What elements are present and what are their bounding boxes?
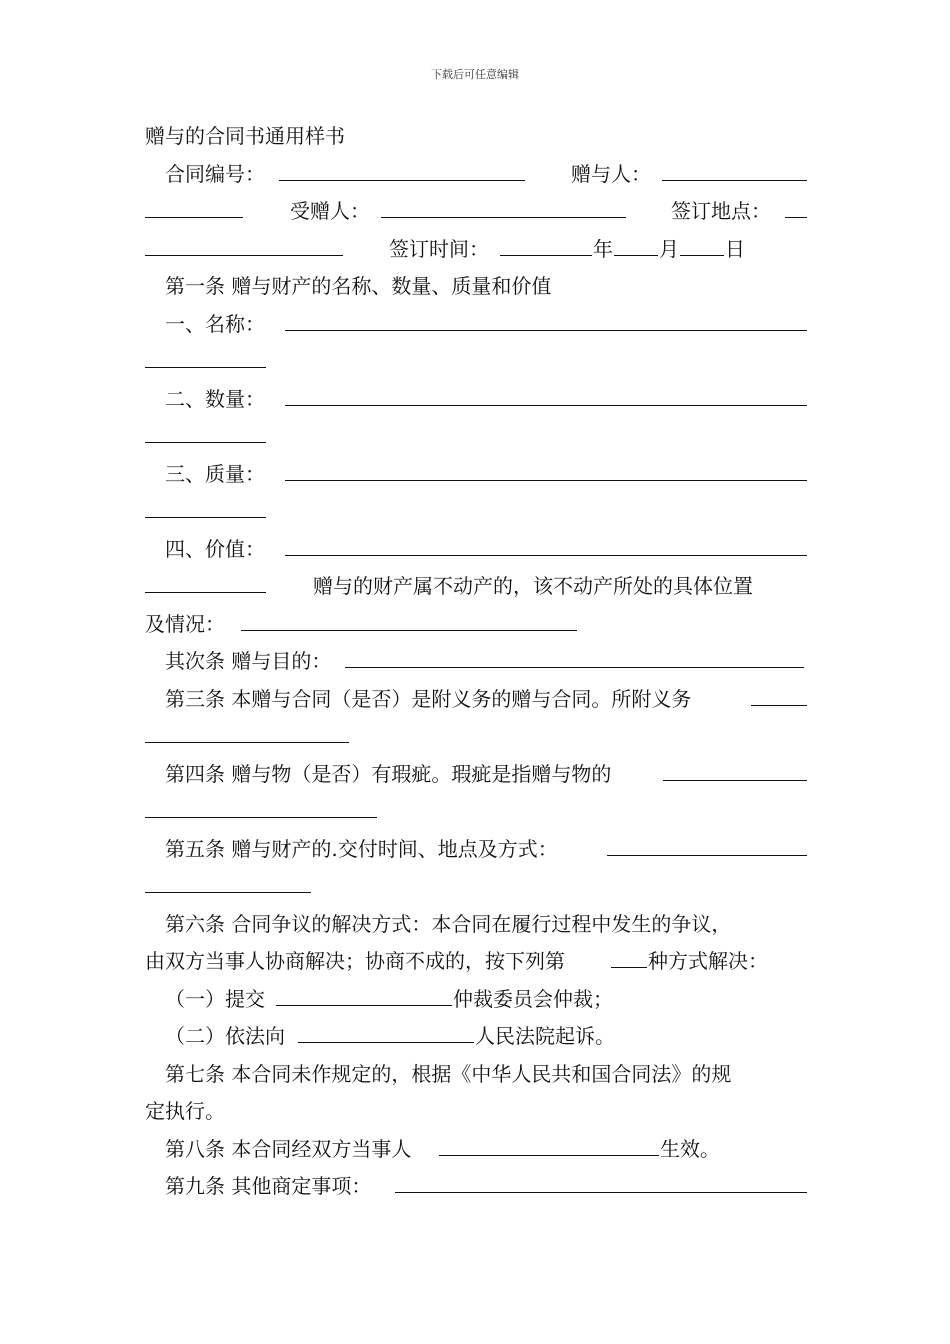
option-2	[145, 1018, 807, 1056]
item-qty-cont	[145, 418, 807, 456]
article-4-label: 第四条 赠与物（是否）有瑕疵。瑕疵是指赠与物的	[165, 761, 612, 786]
article-5-cont	[145, 868, 807, 906]
article-8-label: 第八条 本合同经双方当事人	[165, 1136, 412, 1161]
option-2-label: （二）依法向	[165, 1024, 285, 1048]
place-field-cont[interactable]	[145, 231, 343, 256]
article-1	[145, 268, 807, 306]
option-1-text: 仲裁委员会仲裁；	[453, 986, 613, 1011]
article-4-cont	[145, 793, 807, 831]
place-field[interactable]	[785, 193, 807, 218]
item-qty-label: 二、数量：	[165, 386, 265, 411]
article-6-text-b: 由双方当事人协商解决；协商不成的，按下列第	[145, 949, 565, 973]
year-label: 年	[593, 236, 613, 261]
item-quality-label: 三、质量：	[165, 461, 265, 486]
option-2-field[interactable]	[298, 1018, 474, 1043]
article-3-cont	[145, 718, 807, 756]
day-label: 日	[725, 236, 745, 261]
article-6-field[interactable]	[611, 943, 647, 968]
article-9-field[interactable]	[395, 1168, 807, 1193]
donee-line	[145, 193, 807, 231]
option-2-text: 人民法院起诉。	[475, 1024, 615, 1048]
item-value-field-cont[interactable]	[145, 568, 266, 593]
article-6	[145, 906, 807, 944]
option-1-label: （一）提交	[165, 986, 265, 1011]
donee-field[interactable]	[381, 193, 626, 218]
article-7-text-b: 定执行。	[145, 1099, 225, 1123]
time-label: 签订时间：	[389, 236, 489, 261]
article-3-label: 第三条 本赠与合同（是否）是附义务的赠与合同。所附义务	[165, 686, 692, 711]
time-line	[145, 231, 807, 269]
immovable-line	[145, 568, 807, 606]
donor-field-cont[interactable]	[145, 193, 243, 218]
article-9-label: 第九条 其他商定事项：	[165, 1174, 372, 1198]
day-field[interactable]	[680, 231, 724, 256]
month-label: 月	[659, 236, 679, 261]
article-3-field-cont[interactable]	[145, 718, 349, 743]
immovable-cont-line	[145, 606, 807, 644]
contract-title: 赠与的合同书通用样书	[145, 124, 345, 148]
article-8-field[interactable]	[439, 1131, 659, 1156]
item-quality-field[interactable]	[285, 456, 807, 481]
contract-no-field[interactable]	[279, 156, 525, 181]
immovable-field[interactable]	[241, 606, 577, 631]
item-qty-line	[145, 381, 807, 419]
article-2	[145, 643, 807, 681]
article-6-text: 第六条 合同争议的解决方式：本合同在履行过程中发生的争议，	[165, 911, 732, 936]
article-8	[145, 1131, 807, 1169]
item-name-field[interactable]	[285, 306, 807, 331]
item-qty-field-cont[interactable]	[145, 418, 266, 443]
donee-label: 受赠人：	[290, 199, 370, 223]
item-quality-field-cont[interactable]	[145, 493, 266, 518]
article-7	[145, 1056, 807, 1094]
option-1-field[interactable]	[276, 981, 452, 1006]
item-value-line	[145, 531, 807, 569]
contract-body	[145, 118, 807, 1206]
article-4	[145, 756, 807, 794]
article-4-field-cont[interactable]	[145, 793, 377, 818]
donor-field[interactable]	[662, 156, 807, 181]
article-7-cont	[145, 1093, 807, 1131]
article-8-text: 生效。	[660, 1136, 720, 1161]
item-quality-line	[145, 456, 807, 494]
item-name-label: 一、名称：	[165, 311, 265, 336]
article-9	[145, 1168, 807, 1206]
immovable-cont-label: 及情况：	[145, 611, 225, 636]
article-5	[145, 831, 807, 869]
item-value-field[interactable]	[285, 531, 807, 556]
item-quality-cont	[145, 493, 807, 531]
place-label: 签订地点：	[671, 199, 771, 223]
article-2-field[interactable]	[345, 643, 804, 668]
article-3	[145, 681, 807, 719]
page-header: 下载后可任意编辑	[431, 68, 519, 81]
article-4-field[interactable]	[663, 756, 807, 781]
year-field[interactable]	[500, 231, 592, 256]
item-value-label: 四、价值：	[165, 536, 265, 561]
article-2-label: 其次条 赠与目的：	[165, 649, 332, 673]
article-5-label: 第五条 赠与财产的.交付时间、地点及方式：	[165, 836, 558, 861]
item-name-cont	[145, 343, 807, 381]
item-name-field-cont[interactable]	[145, 343, 266, 368]
month-field[interactable]	[614, 231, 658, 256]
contract-no-label: 合同编号：	[165, 161, 265, 186]
article-7-text: 第七条 本合同未作规定的，根据《中华人民共和国合同法》的规	[165, 1061, 732, 1086]
item-name-line	[145, 306, 807, 344]
donor-label: 赠与人：	[571, 161, 651, 186]
article-1-text: 第一条 赠与财产的名称、数量、质量和价值	[165, 274, 552, 298]
article-3-field[interactable]	[751, 681, 807, 706]
option-1	[145, 981, 807, 1019]
immovable-text: 赠与的财产属不动产的，该不动产所处的具体位置	[313, 574, 753, 598]
article-5-field[interactable]	[607, 831, 807, 856]
article-5-field-cont[interactable]	[145, 868, 311, 893]
article-6-text-c: 种方式解决：	[648, 949, 768, 973]
article-6-cont	[145, 943, 807, 981]
item-qty-field[interactable]	[285, 381, 807, 406]
contract-no-line	[145, 156, 807, 194]
